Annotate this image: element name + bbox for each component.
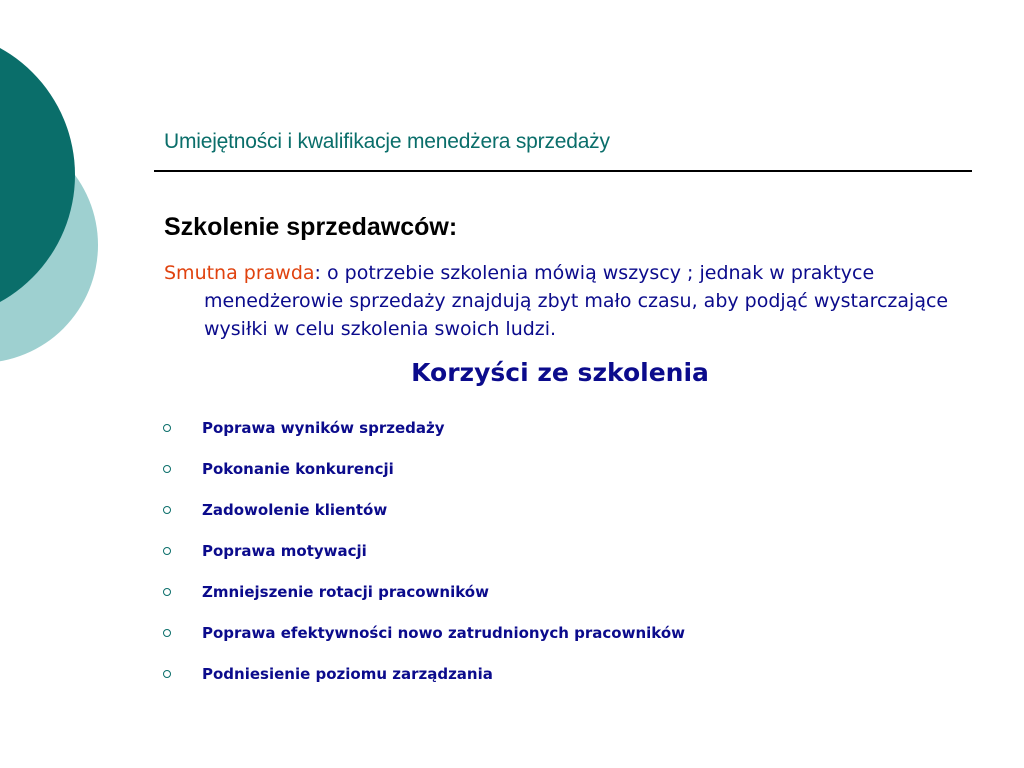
benefit-text: Podniesienie poziomu zarządzania xyxy=(202,665,493,683)
circle-bullet-icon xyxy=(163,629,171,637)
title-divider xyxy=(154,170,972,172)
benefit-text: Zmniejszenie rotacji pracowników xyxy=(202,583,489,601)
section-heading: Szkolenie sprzedawców: xyxy=(164,213,458,241)
benefit-text: Poprawa wyników sprzedaży xyxy=(202,419,445,437)
circle-bullet-icon xyxy=(163,506,171,514)
paragraph-lead: Smutna prawda xyxy=(164,262,315,284)
circle-bullet-icon xyxy=(163,547,171,555)
circle-bullet-icon xyxy=(163,670,171,678)
intro-paragraph xyxy=(164,259,964,343)
slide-title: Umiejętności i kwalifikacje menedżera sprzedaży xyxy=(164,130,610,153)
benefits-heading: Korzyści ze szkolenia xyxy=(411,358,709,387)
benefit-text: Pokonanie konkurencji xyxy=(202,460,394,478)
circle-bullet-icon xyxy=(163,465,171,473)
circle-bullet-icon xyxy=(163,424,171,432)
benefit-text: Poprawa motywacji xyxy=(202,542,367,560)
benefit-text: Zadowolenie klientów xyxy=(202,501,388,519)
benefit-text: Poprawa efektywności nowo zatrudnionych pracowników xyxy=(202,624,686,642)
circle-bullet-icon xyxy=(163,588,171,596)
decorative-circles xyxy=(0,0,110,400)
paragraph-text: : o potrzebie szkolenia mówią wszyscy ; jednak w praktyce menedżerowie sprzedaży znajdują zbyt mało czasu, aby podjąć wystarczające wysiłki w celu szkolenia swoich ludzi. xyxy=(204,262,949,340)
